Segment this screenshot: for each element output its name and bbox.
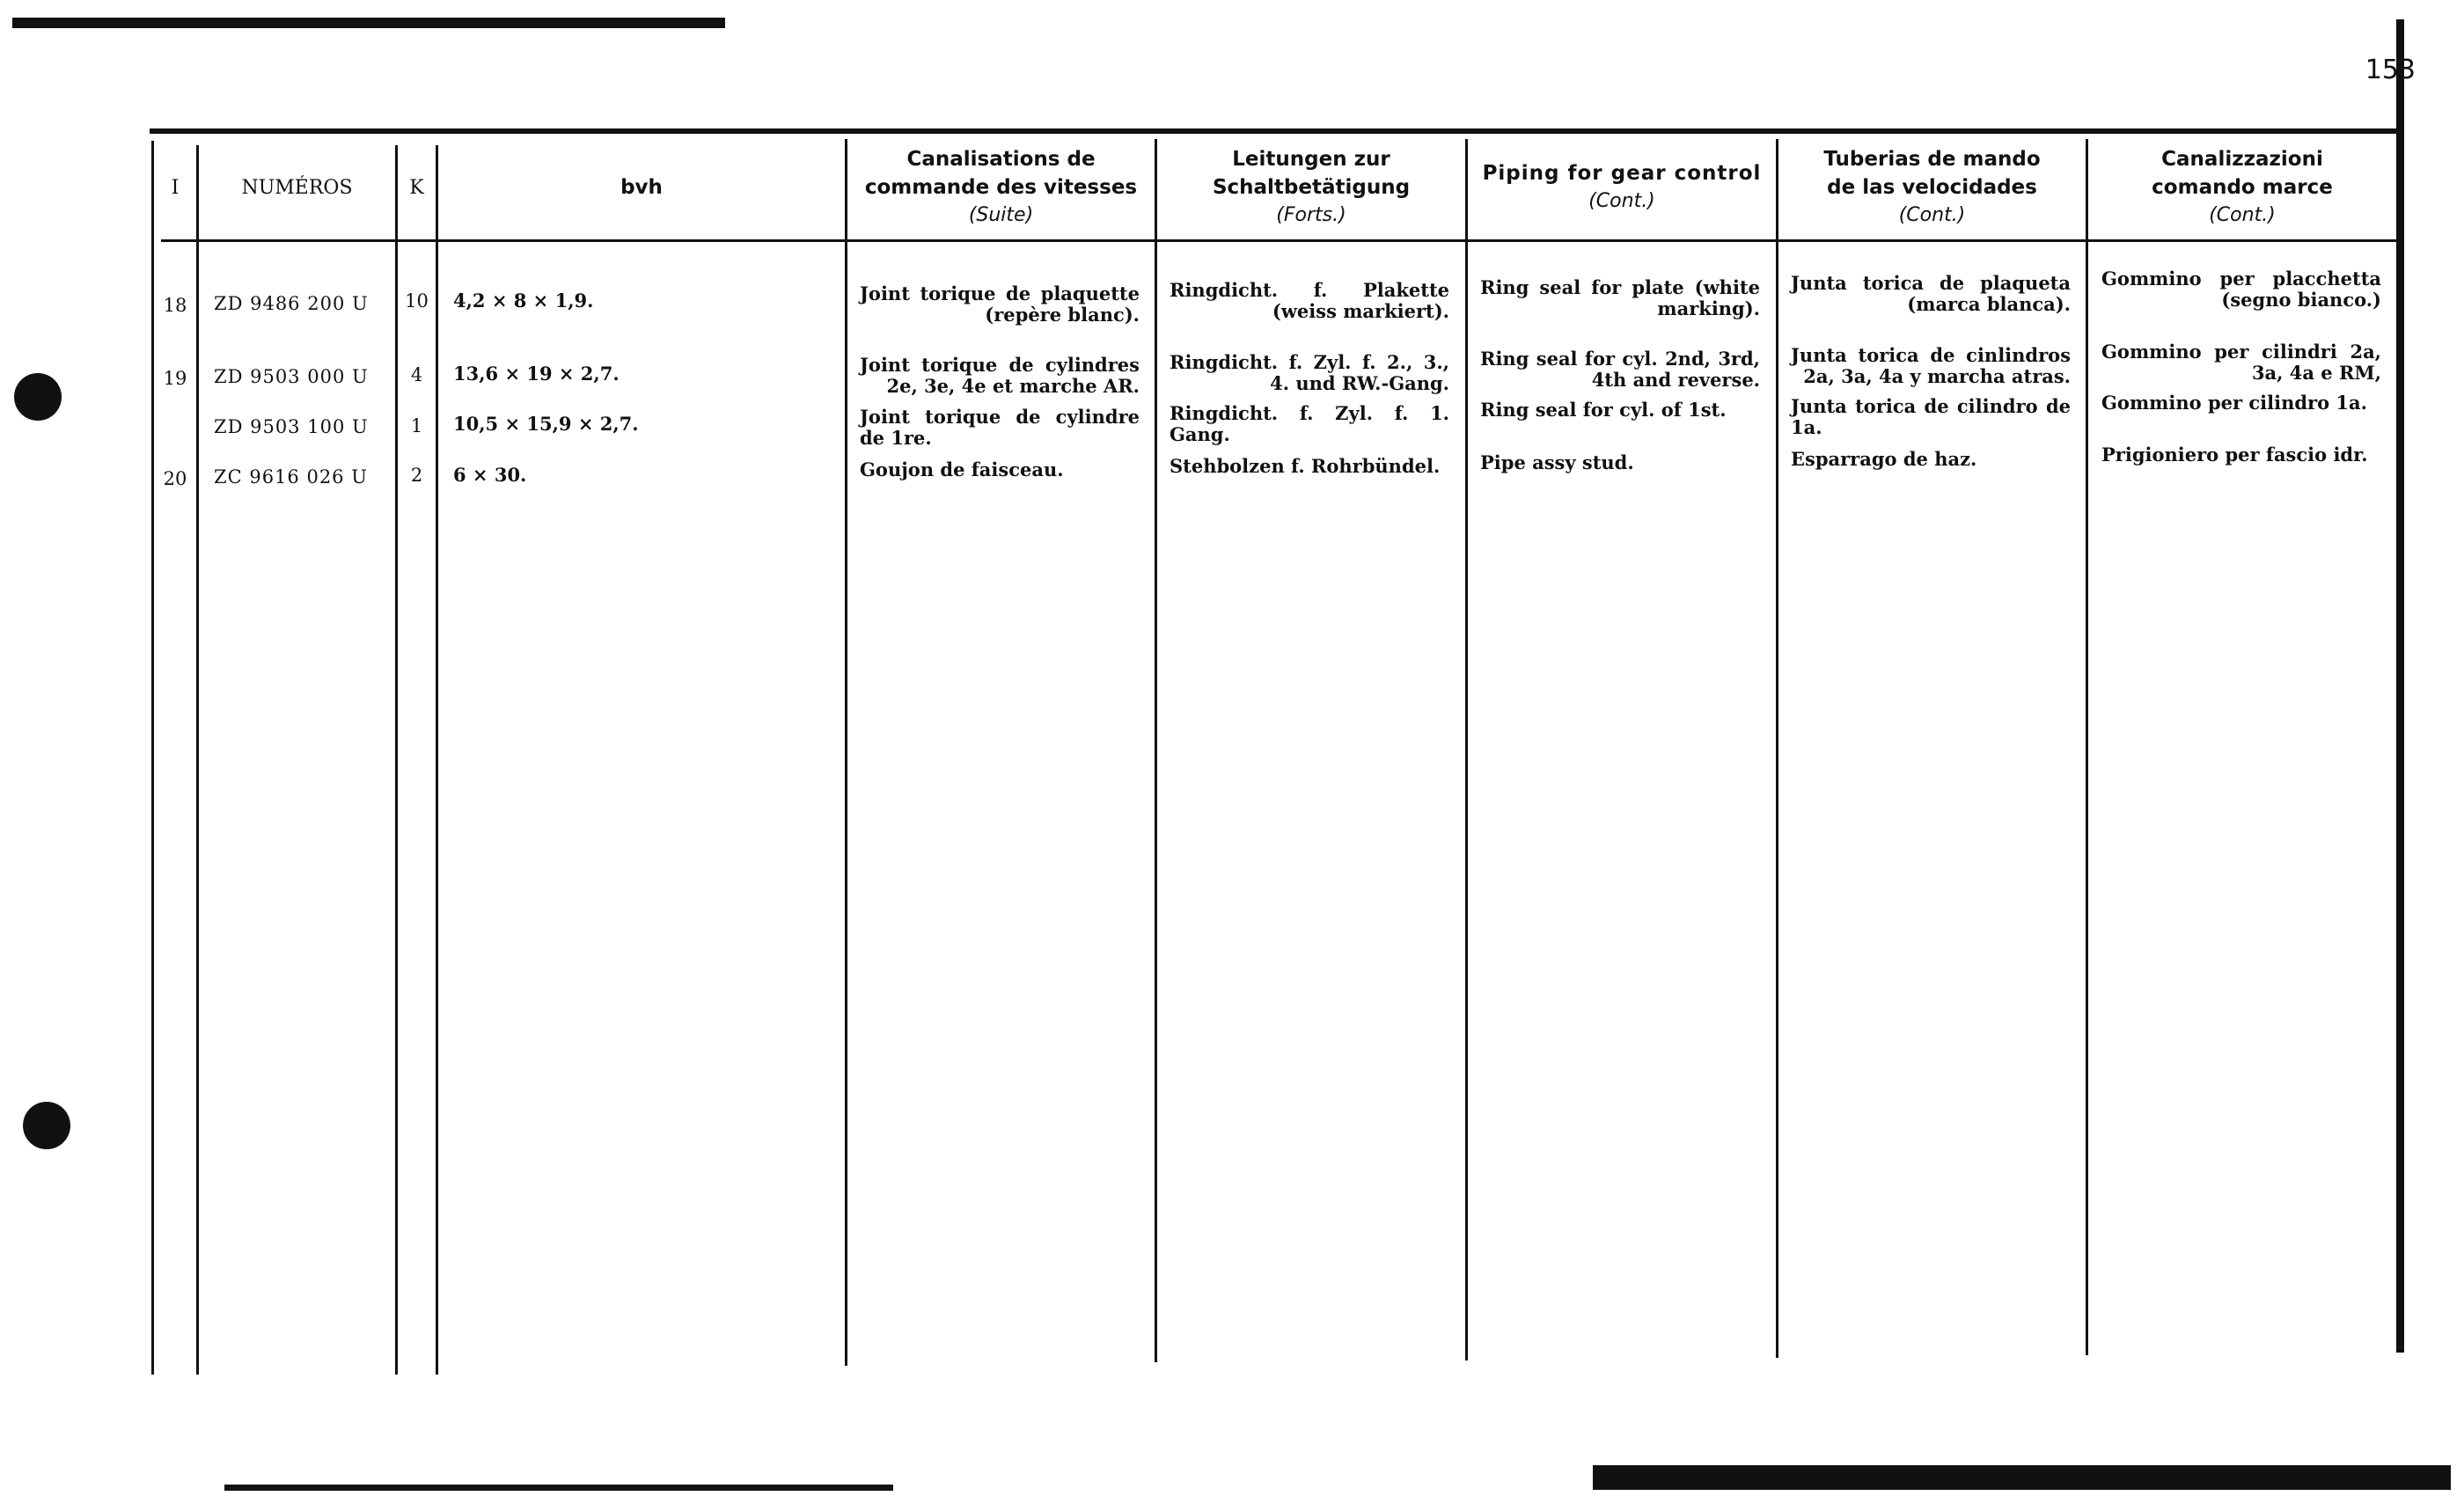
punch-hole [14,373,62,421]
punch-hole [23,1102,70,1149]
description-italian: Gommino per cilindro 1a. [2101,392,2367,414]
description-spanish: Junta torica de plaqueta (marca blanca). [1791,272,2071,315]
column-divider [151,141,154,1375]
row-index: 19 [163,368,187,389]
bottom-rule-thick [1593,1465,2451,1490]
header-bvh: bvh [620,176,663,199]
description-spanish: Esparrago de haz. [1791,448,1977,470]
quantity-k: 1 [410,415,423,436]
row-index: 18 [163,295,187,316]
quantity-k: 4 [410,364,423,385]
header-english-cont: (Cont.) [1588,190,1655,212]
header-english [1468,141,1776,234]
column-divider [1776,139,1778,1358]
header-italian [2088,141,2396,234]
column-divider [1155,139,1157,1362]
header-italian-line1: Canalizzazioni [2161,148,2323,171]
description-german: Stehbolzen f. Rohrbündel. [1170,455,1441,477]
description-english: Ring seal for plate (white marking). [1480,276,1760,319]
column-divider [196,145,199,1375]
header-french [847,141,1155,234]
bottom-rule [224,1485,893,1491]
row-index: 20 [163,468,187,489]
column-divider [1465,139,1468,1360]
header-english-line1: Piping for gear control [1482,162,1762,185]
header-spanish-cont: (Cont.) [1898,204,1966,226]
description-italian: Prigioniero per fascio idr. [2101,444,2368,466]
quantity-k: 2 [410,465,423,486]
part-number: ZD 9486 200 U [214,293,369,314]
description-english: Ring seal for cyl. 2nd, 3rd, 4th and reverse. [1480,348,1760,391]
header-german [1157,141,1465,234]
description-french: Goujon de faisceau. [860,458,1064,480]
header-spanish-line1: Tuberias de mando [1823,148,2041,171]
column-divider [845,139,847,1366]
description-english: Ring seal for cyl. of 1st. [1480,399,1727,421]
dimensions-bvh: 13,6 × 19 × 2,7. [453,363,620,385]
description-german: Ringdicht. f. Plakette (weiss markiert). [1170,279,1449,322]
header-french-line2: commande des vitesses [864,176,1138,199]
quantity-k: 10 [405,290,429,312]
description-italian: Gommino per cilindri 2a, 3a, 4a e RM, [2101,341,2381,384]
description-italian: Gommino per placchetta (segno bianco.) [2101,268,2381,311]
part-number: ZD 9503 100 U [214,416,369,437]
header-spanish-line2: de las velocidades [1827,176,2037,199]
header-french-cont: (Suite) [968,204,1034,226]
description-german: Ringdicht. f. Zyl. f. 1. Gang. [1170,402,1449,445]
right-rule [2396,19,2404,1353]
header-spanish [1778,141,2086,234]
top-rule [12,18,725,28]
description-english: Pipe assy stud. [1480,451,1634,473]
header-numbers: NUMÉROS [241,176,353,199]
header-french-line1: Canalisations de [906,148,1096,171]
description-spanish: Junta torica de cilindro de 1a. [1791,395,2071,438]
column-divider [436,145,438,1375]
header-german-line1: Leitungen zur [1232,148,1390,171]
part-number: ZC 9616 026 U [214,466,368,488]
table-top-border [150,128,2399,134]
header-index: I [171,176,180,199]
description-french: Joint torique de cylindre de 1re. [860,406,1140,449]
header-italian-cont: (Cont.) [2209,204,2276,226]
description-german: Ringdicht. f. Zyl. f. 2., 3., 4. und RW.-Gang. [1170,351,1449,394]
description-spanish: Junta torica de cinlindros 2a, 3a, 4a y marcha atras. [1791,344,2071,387]
description-french: Joint torique de plaquette (repère blanc). [860,282,1140,326]
header-german-cont: (Forts.) [1276,204,1346,226]
header-bottom-border [161,239,2399,242]
part-number: ZD 9503 000 U [214,366,369,387]
header-italian-line2: comando marce [2152,176,2333,199]
header-k: K [409,176,424,199]
description-french: Joint torique de cylindres 2e, 3e, 4e et marche AR. [860,354,1140,397]
dimensions-bvh: 4,2 × 8 × 1,9. [453,290,594,312]
dimensions-bvh: 10,5 × 15,9 × 2,7. [453,413,639,435]
dimensions-bvh: 6 × 30. [453,464,527,486]
column-divider [395,145,398,1375]
column-divider [2086,139,2088,1355]
header-german-line2: Schaltbetätigung [1212,176,1411,199]
page-number: 153 [2365,55,2416,85]
